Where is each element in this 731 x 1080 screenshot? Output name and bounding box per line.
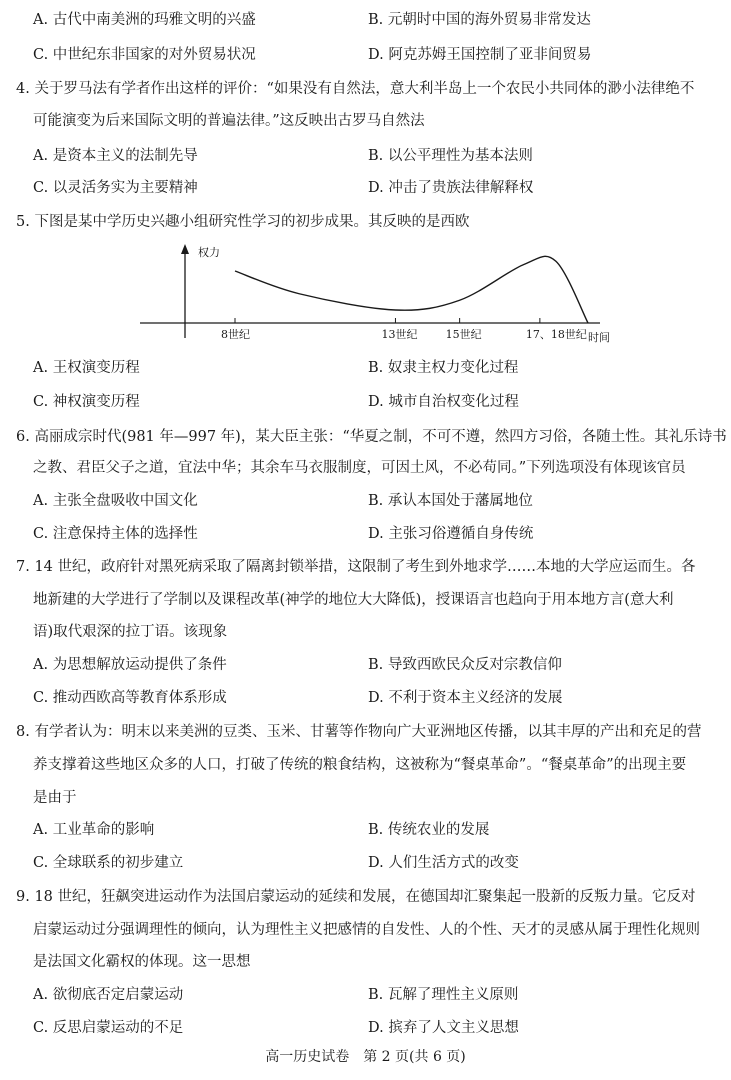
x-tick-label: 13世纪 — [381, 328, 418, 341]
q6-stem-line2: 之教、君臣父子之道，宜法中华；其余车马衣服制度，可因土风，不必苟同。”下列选项没有体现该官员 — [33, 460, 686, 476]
q7-option-b: B. 导致西欧民众反对宗教信仰 — [368, 657, 562, 673]
q5-option-b: B. 奴隶主权力变化过程 — [368, 360, 519, 376]
q8-option-d: D. 人们生活方式的改变 — [368, 855, 519, 871]
q5-option-a: A. 王权演变历程 — [33, 360, 140, 376]
q3-option-b: B. 元朝时中国的海外贸易非常发达 — [368, 12, 591, 28]
x-tick-label: 8世纪 — [221, 328, 250, 341]
q4-stem-line2: 可能演变为后来国际文明的普遍法律。”这反映出古罗马自然法 — [33, 113, 425, 129]
y-axis-label: 权力 — [198, 246, 220, 259]
q7-option-d: D. 不利于资本主义经济的发展 — [368, 690, 563, 706]
q9-stem-line3: 是法国文化霸权的体现。这一思想 — [33, 954, 251, 970]
q3-option-c: C. 中世纪东非国家的对外贸易状况 — [33, 47, 256, 63]
x-tick-label: 17、18世纪 — [525, 328, 587, 341]
q6-stem-line1: 6. 高丽成宗时代(981 年—997 年)，某大臣主张：“华夏之制，不可不遵，然四方习俗，各随土性。其礼乐诗书 — [16, 429, 727, 445]
q5-option-d: D. 城市自治权变化过程 — [368, 394, 519, 410]
q6-option-d: D. 主张习俗遵循自身传统 — [368, 526, 534, 542]
q8-option-a: A. 工业革命的影响 — [33, 822, 155, 838]
q9-option-a: A. 欲彻底否定启蒙运动 — [33, 987, 184, 1003]
q8-stem-line3: 是由于 — [33, 790, 77, 806]
y-axis-arrow — [181, 244, 189, 254]
q8-stem-line1: 8. 有学者认为：明末以来美洲的豆类、玉米、甘薯等作物向广大亚洲地区传播，以其丰厚的产出和充足的营 — [16, 724, 702, 740]
q9-stem-line1: 9. 18 世纪，狂飙突进运动作为法国启蒙运动的延续和发展，在德国却汇聚集起一股新的反叛力量。它反对 — [16, 889, 696, 905]
q6-option-a: A. 主张全盘吸收中国文化 — [33, 493, 198, 509]
q8-stem-line2: 养支撑着这些地区众多的人口，打破了传统的粮食结构，这被称为“餐桌革命”。“餐桌革命”的出现主要 — [33, 757, 687, 773]
q3-option-d: D. 阿克苏姆王国控制了亚非间贸易 — [368, 47, 592, 63]
q5-option-c: C. 神权演变历程 — [33, 394, 140, 410]
q7-option-a: A. 为思想解放运动提供了条件 — [33, 657, 227, 673]
power-curve — [235, 256, 588, 323]
q4-option-d: D. 冲击了贵族法律解释权 — [368, 180, 534, 196]
q8-option-c: C. 全球联系的初步建立 — [33, 855, 184, 871]
q3-option-a: A. 古代中南美洲的玛雅文明的兴盛 — [33, 12, 256, 28]
q4-option-a: A. 是资本主义的法制先导 — [33, 148, 198, 164]
x-tick-label: 15世纪 — [445, 328, 482, 341]
q9-option-b: B. 瓦解了理性主义原则 — [368, 987, 519, 1003]
q7-stem-line2: 地新建的大学进行了学制以及课程改革(神学的地位大大降低)，授课语言也趋向于用本地方言(意大利 — [33, 592, 674, 608]
q7-stem-line1: 7. 14 世纪，政府针对黑死病采取了隔离封锁举措，这限制了考生到外地求学……本地的大学应运而生。各 — [16, 559, 696, 575]
q9-option-c: C. 反思启蒙运动的不足 — [33, 1020, 184, 1036]
q9-stem-line2: 启蒙运动过分强调理性的倾向，认为理性主义把感情的自发性、人的个性、天才的灵感从属于理性化规则 — [33, 922, 700, 938]
q6-option-b: B. 承认本国处于藩属地位 — [368, 493, 533, 509]
q6-option-c: C. 注意保持主体的选择性 — [33, 526, 198, 542]
q8-option-b: B. 传统农业的发展 — [368, 822, 490, 838]
q4-stem-line1: 4. 关于罗马法有学者作出这样的评价：“如果没有自然法，意大利半岛上一个农民小共同体的渺小法律绝不 — [16, 81, 695, 97]
q4-option-b: B. 以公平理性为基本法则 — [368, 148, 533, 164]
power-chart — [130, 238, 610, 348]
q9-option-d: D. 摈弃了人文主义思想 — [368, 1020, 519, 1036]
page-footer: 高一历史试卷 第 2 页(共 6 页) — [265, 1049, 466, 1065]
x-axis-label: 时间 — [588, 331, 610, 344]
q7-stem-line3: 语)取代艰深的拉丁语。该现象 — [33, 624, 228, 640]
q4-option-c: C. 以灵活务实为主要精神 — [33, 180, 198, 196]
q5-stem: 5. 下图是某中学历史兴趣小组研究性学习的初步成果。其反映的是西欧 — [16, 214, 470, 230]
q7-option-c: C. 推动西欧高等教育体系形成 — [33, 690, 227, 706]
